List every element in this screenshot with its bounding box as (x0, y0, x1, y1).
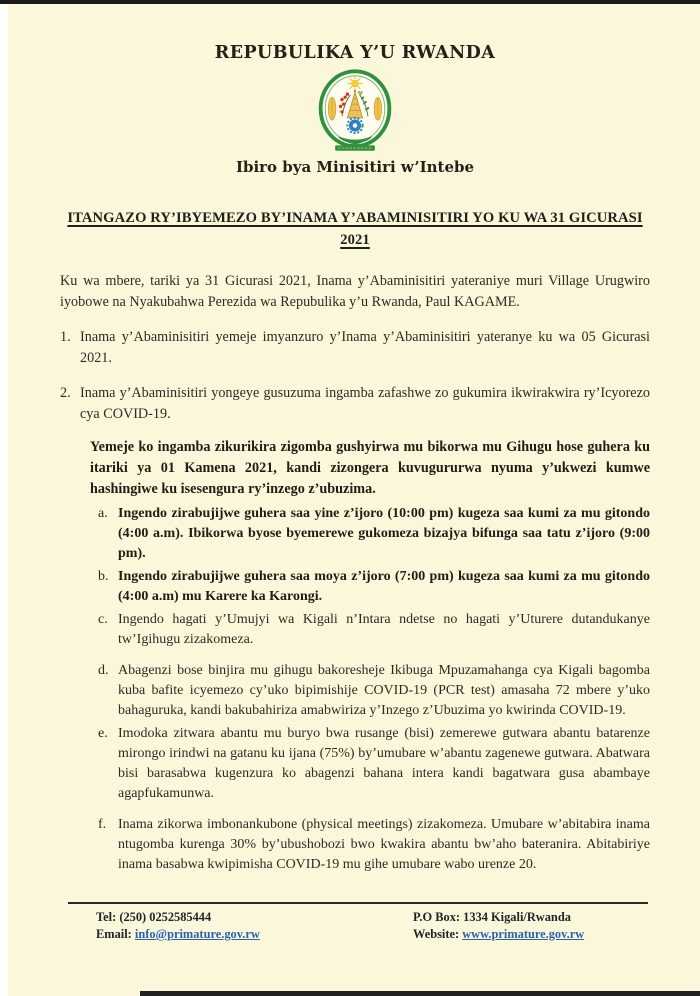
scan-edge-top (0, 0, 700, 4)
office-title: Ibiro bya Minisitiri w’Intebe (235, 158, 475, 176)
lettered-list (60, 504, 650, 875)
lettered-item (98, 610, 650, 650)
item-text: Imodoka zitwara abantu mu buryo bwa rusange (bisi) zemerewe gutwara abantu batarenze mirongo irindwi na gatanu ku ijana (75%) by’umubare w’abantu zagenewe gutwara. Abatwara bisi barasabwa kugenzura ko abagenzi bahana intera kandi bagatwara gusa abambaye agapfukamunwa. (118, 726, 650, 801)
numbered-list (60, 327, 650, 425)
document-page (8, 0, 700, 996)
footer-contact-right (413, 909, 584, 943)
item-number: 1. (60, 329, 71, 345)
email-link[interactable]: info@primature.gov.rw (134, 927, 260, 941)
document-title: ITANGAZO RY’IBYEMEZO BY’INAMA Y’ABAMINISITIRI YO KU WA 31 GICURASI 2021 (67, 210, 643, 248)
item-letter: c. (98, 612, 108, 627)
intro-paragraph: Ku wa mbere, tariki ya 31 Gicurasi 2021, Inama y’Abaminisitiri yateraniye muri Village Urugwiro iyobowe na Nyakubahwa Perezida wa Repubulika y’u Rwanda, Paul KAGAME. (60, 273, 650, 310)
item-number: 2. (60, 385, 71, 401)
lettered-item (98, 815, 650, 875)
item-text: Inama y’Abaminisitiri yemeje imyanzuro y’Inama y’Abaminisitiri yateranye ku wa 05 Gicurasi 2021. (80, 329, 650, 366)
rwanda-coat-of-arms (60, 69, 650, 153)
item-text: Ingendo zirabujijwe guhera saa moya z’ijoro (7:00 pm) kugeza saa kumi za mu gitondo (4:00 a.m) mu Karere ka Karongi. (118, 569, 650, 604)
item-letter: d. (98, 663, 109, 678)
coat-of-arms-icon (316, 69, 394, 153)
pobox-value: 1334 Kigali/Rwanda (463, 910, 571, 924)
lettered-item (98, 504, 650, 564)
lettered-item (98, 567, 650, 607)
lettered-item (98, 661, 650, 721)
pobox-line (413, 909, 584, 926)
scan-edge-bottom (140, 991, 700, 996)
numbered-item (60, 327, 650, 369)
item-text: Abagenzi bose binjira mu gihugu bakoresheje Ikibuga Mpuzamahanga cya Kigali bagomba kuba bafite icyemezo cy’uko bipimishije COVID-19 (PCR test) amasaha 72 mbere y’uko bahaguruka, kandi bakubahiriza amabwiriza y’Inzego z’Ubuzima yo kwirinda COVID-19. (118, 663, 650, 718)
item-text: Inama y’Abaminisitiri yongeye gusuzuma ingamba zafashwe zo gukumira ikwirakwira ry’Icyorezo cya COVID-19. (80, 385, 650, 422)
numbered-item (60, 383, 650, 425)
item-letter: a. (98, 506, 108, 521)
item-text: Ingendo zirabujijwe guhera saa yine z’ijoro (10:00 pm) kugeza saa kumi za mu gitondo (4:00 a.m). Ibikorwa byose byemerewe gukomeza bizajya bifunga saa tatu z’ijoro (9:00 pm). (118, 506, 650, 561)
tel-label: Tel: (96, 910, 117, 924)
republic-title: REPUBULIKA Y’U RWANDA (214, 43, 496, 63)
website-label: Website: (413, 927, 460, 941)
item-letter: b. (98, 569, 109, 584)
website-line (413, 926, 584, 943)
website-link[interactable]: www.primature.gov.rw (462, 927, 585, 941)
emphasis-paragraph: Yemeje ko ingamba zikurikira zigomba gushyirwa mu bikorwa mu Gihugu hose guhera ku itariki ya 01 Kamena 2021, kandi zizongera kuvugururwa nyuma y’ukwezi kumwe hashingiwe ku isesengura ry’inzego z’ubuzima. (90, 439, 650, 497)
item-letter: e. (98, 726, 108, 741)
item-text: Ingendo hagati y’Umujyi wa Kigali n’Intara ndetse no hagati y’Uturere dutandukanye tw’Igihugu zizakomeza. (118, 612, 650, 647)
item-text: Inama zikorwa imbonankubone (physical meetings) zizakomeza. Umubare w’abitabira inama ntugomba kurenga 30% by’ubushobozi bwo kwakira abantu bw’aho bateranira. Abitabiriye inama basabwa kwipimisha COVID-19 mu gihe umubare wabo urenze 20. (118, 817, 650, 872)
email-label: Email: (96, 927, 132, 941)
lettered-item (98, 724, 650, 804)
tel-value: (250) 0252585444 (119, 910, 212, 924)
document-content (60, 0, 650, 875)
pobox-label: P.O Box: (413, 910, 461, 924)
footer (68, 902, 648, 943)
item-letter: f. (98, 817, 107, 832)
